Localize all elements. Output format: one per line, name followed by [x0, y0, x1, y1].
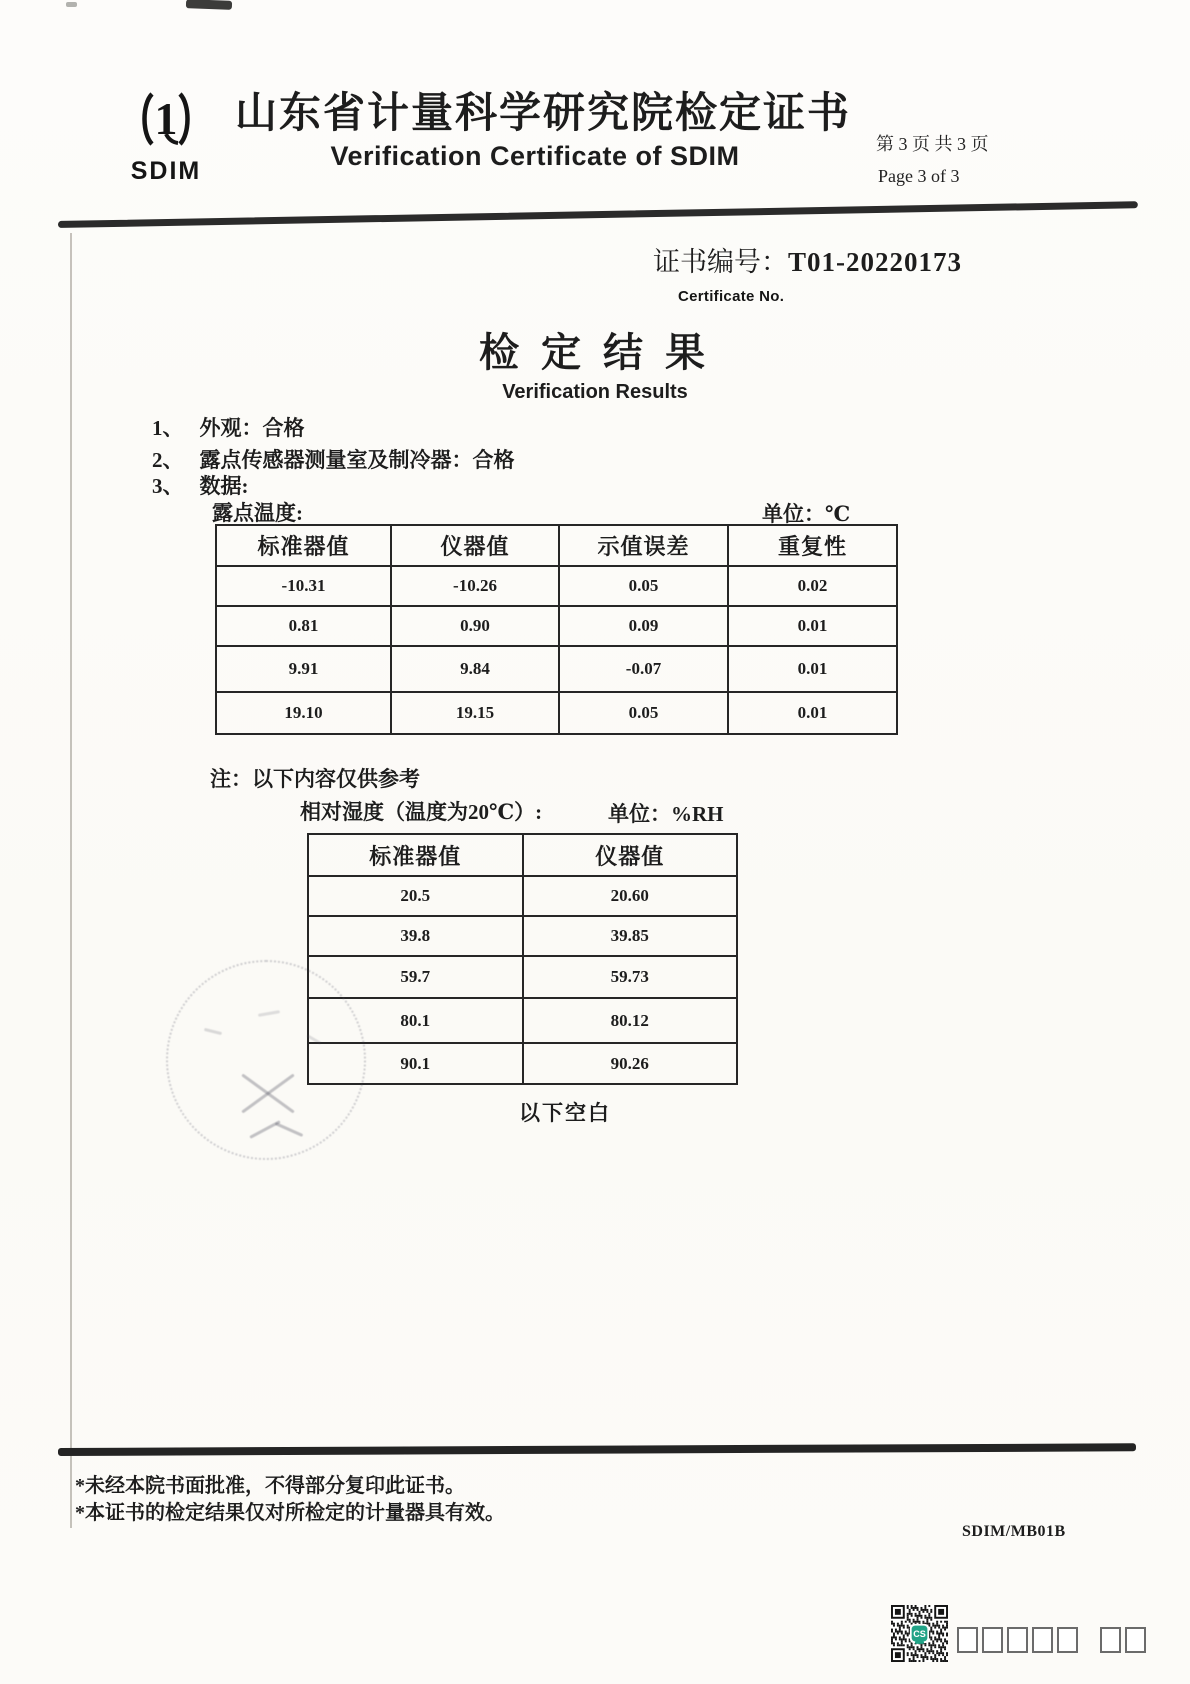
cell: 39.8 — [308, 916, 523, 956]
footer-note: *本证书的检定结果仅对所检定的计量器具有效。 — [75, 1502, 505, 1524]
table-header-row — [308, 834, 737, 876]
dew-point-table — [215, 524, 898, 735]
certificate-number: T01-20220173 — [788, 247, 962, 277]
missing-glyph-boxes — [957, 1627, 1146, 1653]
table-row — [216, 692, 897, 734]
dew-point-caption: 露点温度: — [212, 501, 303, 525]
page-number-en: Page 3 of 3 — [878, 165, 960, 186]
footer-rule — [58, 1443, 1136, 1456]
cell: 9.91 — [216, 646, 391, 692]
sdim-logo-icon — [134, 90, 198, 152]
missing-glyph-box — [1007, 1627, 1028, 1653]
sdim-logo — [118, 90, 214, 186]
dew-point-unit: 单位：℃ — [762, 502, 851, 526]
cell: 0.01 — [728, 692, 897, 734]
cell: 9.84 — [391, 646, 559, 692]
header-cell: 重复性 — [728, 525, 897, 566]
missing-glyph-box — [957, 1627, 978, 1653]
certificate-number-label-en: Certificate No. — [678, 288, 785, 305]
results-title: 检 定 结 果 — [479, 330, 711, 375]
results-subtitle: Verification Results — [502, 381, 688, 403]
scan-speck — [66, 2, 77, 7]
cell: 0.02 — [728, 566, 897, 606]
cell: 0.01 — [728, 646, 897, 692]
end-of-content-marker: 以下空白 — [519, 1101, 611, 1125]
missing-glyph-box — [1125, 1627, 1146, 1653]
cell: 59.7 — [308, 956, 523, 998]
list-item-text: 外观：合格 — [199, 416, 305, 440]
camscanner-badge-text: CS — [913, 1629, 926, 1640]
cell: 0.05 — [559, 692, 728, 734]
list-item-text: 数据: — [199, 474, 249, 498]
cell: -10.31 — [216, 566, 391, 606]
certificate-number-line — [653, 240, 962, 279]
header-cell: 标准器值 — [216, 525, 391, 566]
sdim-logo-text: SDIM — [130, 157, 202, 185]
svg-text:1: 1 — [154, 93, 178, 144]
qr-code — [891, 1605, 948, 1662]
table-header-row — [216, 525, 897, 566]
cell: 39.85 — [523, 916, 738, 956]
humidity-caption: 相对湿度（温度为20℃）: — [300, 800, 543, 824]
header-cell: 标准器值 — [308, 834, 523, 876]
certificate-number-label: 证书编号： — [653, 247, 788, 277]
header-cell: 仪器值 — [523, 834, 738, 876]
header-cell: 仪器值 — [391, 525, 559, 566]
cell: 0.01 — [728, 606, 897, 646]
cell: 20.60 — [523, 876, 738, 916]
table-row — [216, 646, 897, 692]
cell: 0.81 — [216, 606, 391, 646]
cell: -10.26 — [391, 566, 559, 606]
humidity-table — [307, 833, 738, 1085]
cell: 0.09 — [559, 606, 728, 646]
list-item-number: 1、 — [152, 416, 184, 440]
footer-note: *未经本院书面批准，不得部分复印此证书。 — [75, 1475, 465, 1497]
list-item — [152, 470, 249, 500]
page-title: 山东省计量科学研究院检定证书 — [235, 91, 852, 137]
page-edge-shadow — [70, 233, 72, 1528]
humidity-unit: 单位：%RH — [608, 802, 724, 826]
table-row — [216, 606, 897, 646]
header-rule — [58, 201, 1138, 228]
table-row — [308, 998, 737, 1043]
cell: 90.26 — [523, 1043, 738, 1084]
cell: -0.07 — [559, 646, 728, 692]
list-item-text: 露点传感器测量室及制冷器：合格 — [199, 448, 515, 472]
cell: 19.15 — [391, 692, 559, 734]
cell: 59.73 — [523, 956, 738, 998]
table-row — [308, 916, 737, 956]
page-number-cn: 第 3 页 共 3 页 — [876, 134, 989, 154]
cell: 0.05 — [559, 566, 728, 606]
table-row — [308, 1043, 737, 1084]
list-item-number: 2、 — [152, 448, 184, 472]
form-code: SDIM/MB01B — [962, 1523, 1066, 1540]
header-cell: 示值误差 — [559, 525, 728, 566]
list-item — [152, 412, 305, 442]
scan-speck — [186, 0, 232, 10]
page-title-en: Verification Certificate of SDIM — [330, 141, 740, 171]
cell: 80.12 — [523, 998, 738, 1043]
page-number-block — [876, 129, 989, 192]
missing-glyph-box — [982, 1627, 1003, 1653]
table-row — [308, 876, 737, 916]
missing-glyph-box — [1057, 1627, 1078, 1653]
table-row — [216, 566, 897, 606]
missing-glyph-box — [1100, 1627, 1121, 1653]
stamp-watermark — [166, 960, 366, 1160]
cell: 20.5 — [308, 876, 523, 916]
cell: 19.10 — [216, 692, 391, 734]
cell: 80.1 — [308, 998, 523, 1043]
table-row — [308, 956, 737, 998]
cell: 90.1 — [308, 1043, 523, 1084]
list-item-number: 3、 — [152, 474, 184, 498]
cell: 0.90 — [391, 606, 559, 646]
missing-glyph-box — [1032, 1627, 1053, 1653]
reference-note: 注：以下内容仅供参考 — [210, 767, 420, 791]
